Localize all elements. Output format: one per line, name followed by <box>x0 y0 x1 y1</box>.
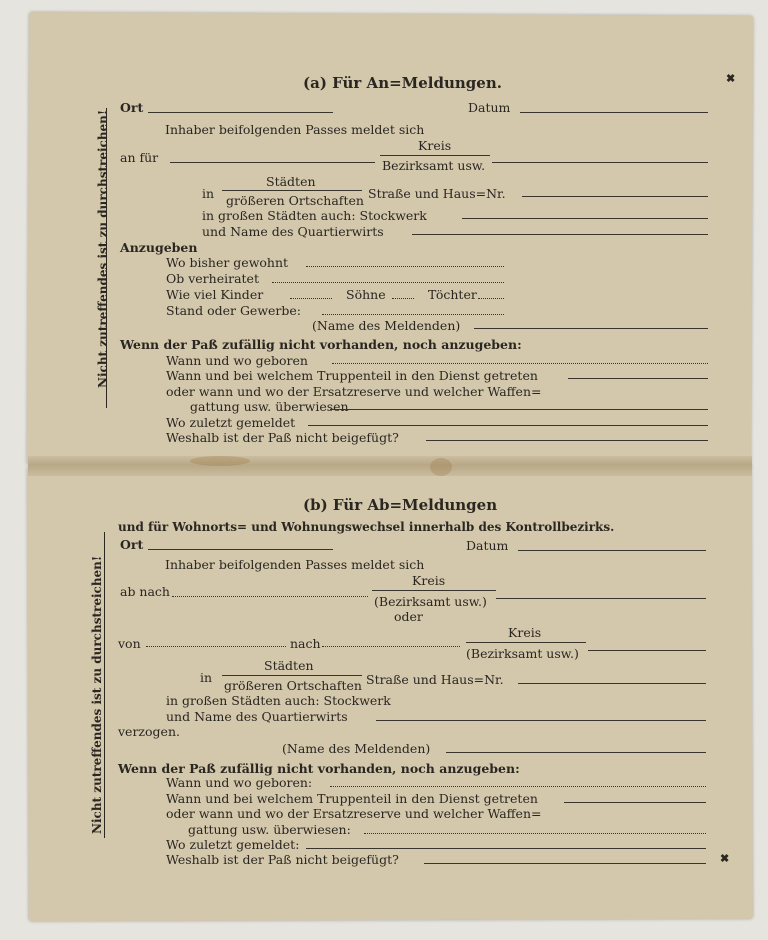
bezirksamt-field[interactable] <box>492 162 708 163</box>
bezirksamt-field[interactable] <box>496 598 706 599</box>
strasse-field[interactable] <box>522 196 708 197</box>
toechter-label: Töchter <box>428 287 477 302</box>
stain <box>190 456 250 466</box>
side-rule-a <box>106 108 107 408</box>
side-rule-b <box>104 532 105 838</box>
section-a-title: (a) Für An=Meldungen. <box>303 74 502 92</box>
gattung-label: gattung usw. überwiesen: <box>188 822 351 837</box>
toechter-field[interactable] <box>478 298 504 299</box>
kreis-divider <box>380 155 490 156</box>
weshalb-label: Weshalb ist der Paß nicht beigefügt? <box>166 430 399 445</box>
staedten-label: Städten <box>264 658 314 673</box>
staedten-divider <box>222 190 362 191</box>
stockwerk-label: in großen Städten auch: Stockwerk <box>202 208 427 223</box>
stand-field[interactable] <box>322 314 504 315</box>
in-label: in <box>200 670 213 685</box>
ab-nach-field[interactable] <box>172 596 368 597</box>
an-fuer-label: an für <box>120 150 159 165</box>
section-b-title: (b) Für Ab=Meldungen <box>303 496 498 514</box>
ersatzreserve-label: oder wann und wo der Ersatzreserve und welcher Waffen= <box>166 806 542 821</box>
wenn-text: Wenn der Paß zufällig nicht vorhanden, noch anzugeben: <box>118 761 520 776</box>
datum-label: Datum <box>468 100 511 115</box>
inhaber-text: Inhaber beifolgenden Passes meldet sich <box>165 122 425 137</box>
gattung-field[interactable] <box>364 833 706 834</box>
geboren-field[interactable] <box>332 363 708 364</box>
wo-bisher-label: Wo bisher gewohnt <box>166 255 289 270</box>
zuletzt-label: Wo zuletzt gemeldet: <box>166 837 300 852</box>
weshalb-field[interactable] <box>424 863 706 864</box>
quartierwirt-label: und Name des Quartierwirts <box>166 709 348 724</box>
quartierwirt-field[interactable] <box>412 234 708 235</box>
corner-mark: ✖ <box>726 72 736 85</box>
bezirksamt-label: Bezirksamt usw. <box>382 158 486 173</box>
corner-mark: ✖ <box>720 852 730 865</box>
gattung-label: gattung usw. überwiesen <box>190 399 349 414</box>
wo-bisher-field[interactable] <box>306 266 504 267</box>
ort-field[interactable] <box>148 112 333 113</box>
soehne-field[interactable] <box>392 298 414 299</box>
datum-label: Datum <box>466 538 509 553</box>
zuletzt-label: Wo zuletzt gemeldet <box>166 415 296 430</box>
kreis-divider <box>372 590 496 591</box>
geboren-field[interactable] <box>330 786 706 787</box>
truppenteil-label: Wann und bei welchem Truppenteil in den Dienst getreten <box>166 368 538 383</box>
truppenteil-field[interactable] <box>568 378 708 379</box>
zuletzt-field[interactable] <box>306 848 706 849</box>
side-note-a: Nicht zutreffendes ist zu durchstreichen! <box>96 109 110 388</box>
name-meldenden-label: (Name des Meldenden) <box>312 318 461 333</box>
quartierwirt-label: und Name des Quartierwirts <box>202 224 384 239</box>
name-meldenden-field[interactable] <box>446 752 706 753</box>
ort-field[interactable] <box>148 549 333 550</box>
strasse-label: Straße und Haus=Nr. <box>368 186 506 201</box>
ersatzreserve-label: oder wann und wo der Ersatzreserve und welcher Waffen= <box>166 384 542 399</box>
stand-label: Stand oder Gewerbe: <box>166 303 302 318</box>
datum-field[interactable] <box>520 112 708 113</box>
strasse-field[interactable] <box>518 683 706 684</box>
ort-label: Ort <box>120 537 144 552</box>
weshalb-label: Weshalb ist der Paß nicht beigefügt? <box>166 852 399 867</box>
nach-label: nach <box>290 636 321 651</box>
quartierwirt-field[interactable] <box>376 720 706 721</box>
groesseren-label: größeren Ortschaften <box>224 678 362 693</box>
ort-label: Ort <box>120 100 144 115</box>
kreis2-label: Kreis <box>508 625 542 640</box>
truppenteil-label: Wann und bei welchem Truppenteil in den Dienst getreten <box>166 791 538 806</box>
staedten-divider <box>222 675 362 676</box>
verzogen-label: verzogen. <box>118 724 180 739</box>
wenn-text: Wenn der Paß zufällig nicht vorhanden, noch anzugeben: <box>120 337 522 352</box>
strasse-label: Straße und Haus=Nr. <box>366 672 504 687</box>
zuletzt-field[interactable] <box>308 425 708 426</box>
stockwerk-label: in großen Städten auch: Stockwerk <box>166 693 391 708</box>
bezirksamt2-field[interactable] <box>588 650 706 651</box>
an-fuer-field[interactable] <box>170 162 375 163</box>
in-label: in <box>202 186 215 201</box>
inhaber-text: Inhaber beifolgenden Passes meldet sich <box>165 557 425 572</box>
kreis-label: Kreis <box>412 573 446 588</box>
soehne-label: Söhne <box>346 287 386 302</box>
verheiratet-label: Ob verheiratet <box>166 271 259 286</box>
kinder-field[interactable] <box>290 298 332 299</box>
verheiratet-field[interactable] <box>272 282 504 283</box>
gattung-field[interactable] <box>330 409 708 410</box>
page-fold <box>28 456 752 476</box>
oder-label: oder <box>394 609 423 624</box>
nach-field[interactable] <box>322 646 460 647</box>
von-field[interactable] <box>146 646 286 647</box>
anzugeben-label: Anzugeben <box>120 240 198 255</box>
stain <box>430 458 452 476</box>
groesseren-label: größeren Ortschaften <box>226 193 364 208</box>
side-note-b: Nicht zutreffendes ist zu durchstreichen! <box>90 555 104 834</box>
section-b-subtitle: und für Wohnorts= und Wohnungswechsel innerhalb des Kontrollbezirks. <box>118 520 615 534</box>
geboren-label: Wann und wo geboren: <box>166 775 313 790</box>
datum-field[interactable] <box>518 550 706 551</box>
name-meldenden-label: (Name des Meldenden) <box>282 741 431 756</box>
von-label: von <box>118 636 141 651</box>
name-meldenden-field[interactable] <box>474 328 708 329</box>
kreis-label: Kreis <box>418 138 452 153</box>
weshalb-field[interactable] <box>426 440 708 441</box>
geboren-label: Wann und wo geboren <box>166 353 308 368</box>
kinder-label: Wie viel Kinder <box>166 287 264 302</box>
ab-nach-label: ab nach <box>120 584 170 599</box>
bezirksamt2-label: (Bezirksamt usw.) <box>466 646 579 661</box>
stockwerk-field[interactable] <box>462 218 708 219</box>
staedten-label: Städten <box>266 174 316 189</box>
kreis2-divider <box>466 642 586 643</box>
truppenteil-field[interactable] <box>564 802 706 803</box>
bezirksamt-label: (Bezirksamt usw.) <box>374 594 487 609</box>
